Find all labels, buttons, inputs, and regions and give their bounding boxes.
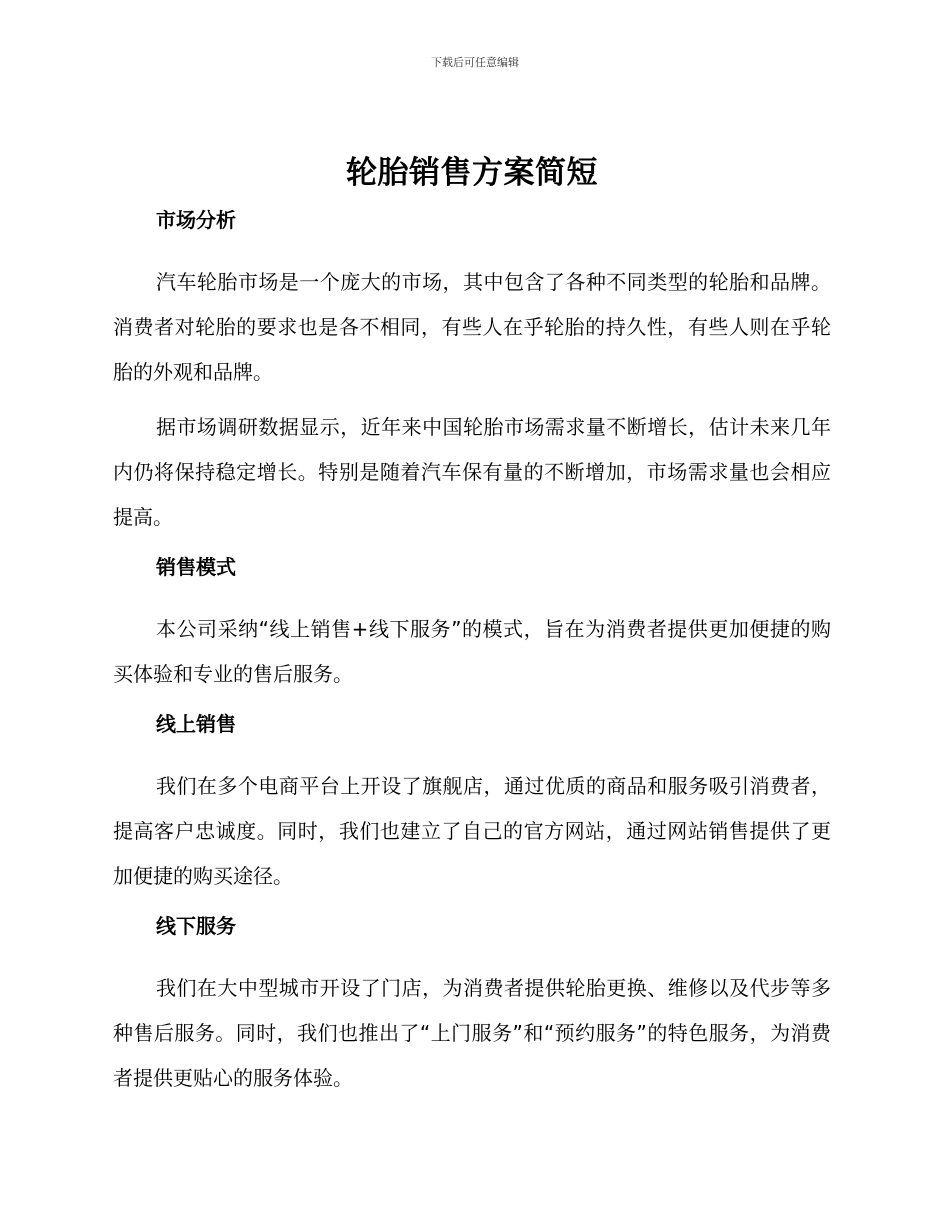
paragraph-market-2: 据市场调研数据显示，近年来中国轮胎市场需求量不断增长，估计未来几年内仍将保持稳定增长。特别是随着汽车保有量的不断增加，市场需求量也会相应提高。	[113, 415, 831, 529]
document-body	[113, 150, 831, 1101]
paragraph-market-1: 汽车轮胎市场是一个庞大的市场，其中包含了各种不同类型的轮胎和品牌。消费者对轮胎的要求也是各不相同，有些人在乎轮胎的持久性，有些人则在乎轮胎的外观和品牌。	[113, 270, 831, 384]
header-note: 下载后可任意编辑	[431, 56, 519, 69]
section-heading-market-analysis: 市场分析	[156, 208, 236, 232]
paragraph-sales-model: 本公司采纳“线上销售+线下服务”的模式，旨在为消费者提供更加便捷的购买体验和专业的售后服务。	[113, 617, 831, 686]
document-title: 轮胎销售方案简短	[346, 155, 598, 191]
paragraph-offline-service: 我们在大中型城市开设了门店，为消费者提供轮胎更换、维修以及代步等多种售后服务。同时，我们也推出了“上门服务”和“预约服务”的特色服务，为消费者提供更贴心的服务体验。	[113, 976, 831, 1090]
section-heading-offline-service: 线下服务	[156, 914, 236, 938]
paragraph-online-sales: 我们在多个电商平台上开设了旗舰店，通过优质的商品和服务吸引消费者，提高客户忠诚度。同时，我们也建立了自己的官方网站，通过网站销售提供了更加便捷的购买途径。	[113, 774, 831, 888]
section-heading-sales-model: 销售模式	[156, 555, 236, 579]
section-heading-online-sales: 线上销售	[156, 712, 236, 736]
